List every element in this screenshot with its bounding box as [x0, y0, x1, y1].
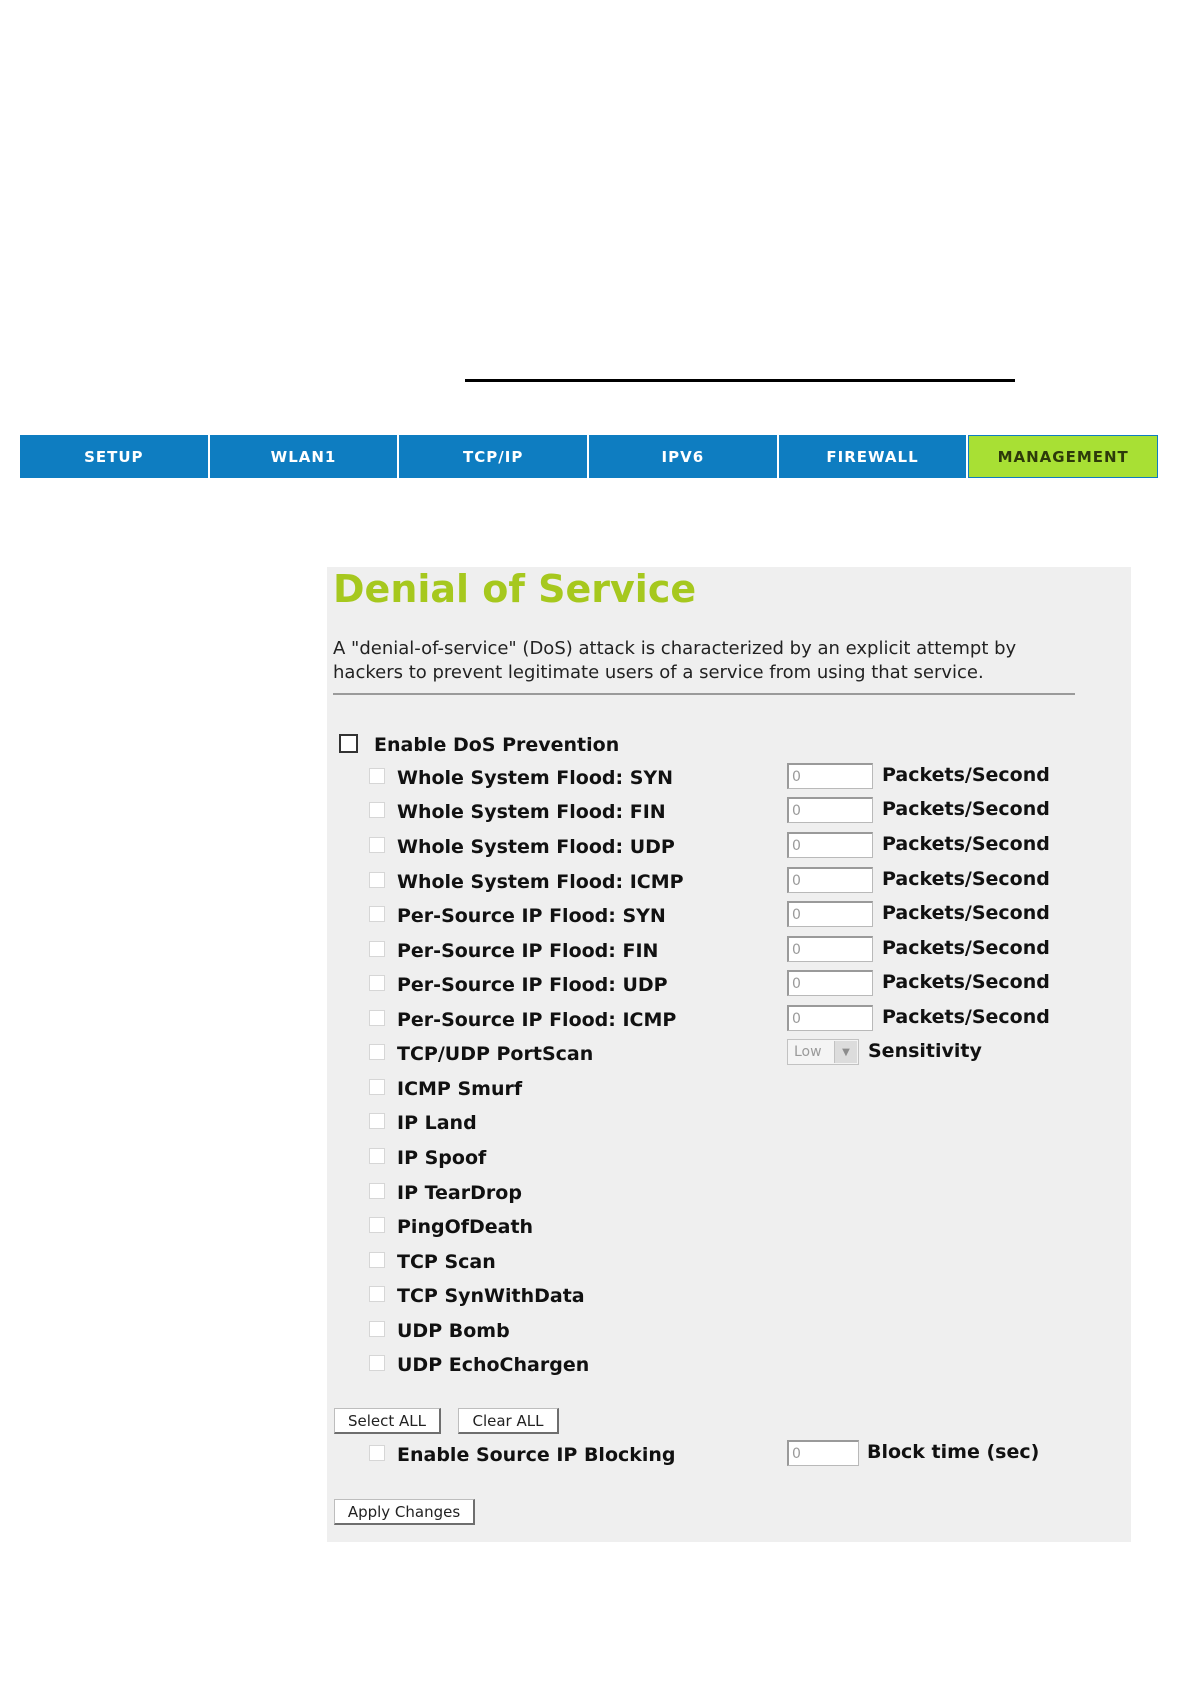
- unit-label: Packets/Second: [882, 937, 1050, 959]
- unit-label: Packets/Second: [882, 764, 1050, 786]
- flood-rate-input[interactable]: [787, 763, 873, 789]
- tab-firewall[interactable]: FIREWALL: [779, 435, 969, 478]
- attack-label: TCP SynWithData: [397, 1285, 585, 1307]
- flood-checkbox-src-syn[interactable]: [369, 906, 385, 922]
- clear-all-button[interactable]: Clear ALL: [458, 1408, 559, 1434]
- attack-label: IP Land: [397, 1112, 477, 1134]
- sensitivity-select[interactable]: [787, 1039, 859, 1065]
- unit-label: Packets/Second: [882, 798, 1050, 820]
- unit-label: Packets/Second: [882, 902, 1050, 924]
- flood-rate-input[interactable]: [787, 901, 873, 927]
- block-time-label: Block time (sec): [867, 1441, 1040, 1463]
- enable-dos-checkbox[interactable]: [339, 734, 358, 753]
- flood-label: Per-Source IP Flood: ICMP: [397, 1009, 677, 1031]
- attack-checkbox[interactable]: [369, 1183, 385, 1199]
- flood-checkbox-udp[interactable]: [369, 837, 385, 853]
- flood-checkbox-syn[interactable]: [369, 768, 385, 784]
- source-ip-blocking-checkbox[interactable]: [369, 1445, 385, 1461]
- divider: [333, 693, 1075, 695]
- unit-label: Packets/Second: [882, 971, 1050, 993]
- attack-label: IP Spoof: [397, 1147, 487, 1169]
- source-ip-blocking-label: Enable Source IP Blocking: [397, 1444, 676, 1466]
- flood-checkbox-fin[interactable]: [369, 802, 385, 818]
- page-title: Denial of Service: [333, 567, 697, 611]
- flood-rate-input[interactable]: [787, 832, 873, 858]
- flood-rate-input[interactable]: [787, 1005, 873, 1031]
- unit-label: Packets/Second: [882, 833, 1050, 855]
- attack-checkbox[interactable]: [369, 1113, 385, 1129]
- flood-rate-input[interactable]: [787, 936, 873, 962]
- unit-label: Packets/Second: [882, 868, 1050, 890]
- apply-changes-button[interactable]: Apply Changes: [334, 1499, 475, 1525]
- unit-label: Packets/Second: [882, 1006, 1050, 1028]
- attack-label: TCP Scan: [397, 1251, 496, 1273]
- block-time-input[interactable]: [787, 1440, 859, 1466]
- portscan-checkbox[interactable]: [369, 1044, 385, 1060]
- tab-setup[interactable]: SETUP: [20, 435, 210, 478]
- attack-checkbox[interactable]: [369, 1148, 385, 1164]
- tab-ipv6[interactable]: IPV6: [589, 435, 779, 478]
- flood-rate-input[interactable]: [787, 970, 873, 996]
- sensitivity-label: Sensitivity: [868, 1040, 982, 1062]
- chevron-down-icon: ▼: [834, 1041, 857, 1063]
- tab-wlan1[interactable]: WLAN1: [210, 435, 400, 478]
- attack-checkbox[interactable]: [369, 1355, 385, 1371]
- tab-tcpip[interactable]: TCP/IP: [399, 435, 589, 478]
- attack-checkbox[interactable]: [369, 1286, 385, 1302]
- flood-label: Whole System Flood: UDP: [397, 836, 675, 858]
- attack-label: IP TearDrop: [397, 1182, 522, 1204]
- flood-rate-input[interactable]: [787, 867, 873, 893]
- attack-label: UDP Bomb: [397, 1320, 510, 1342]
- main-nav: [20, 435, 1158, 478]
- attack-checkbox[interactable]: [369, 1217, 385, 1233]
- sensitivity-value: Low: [794, 1044, 822, 1060]
- flood-label: Whole System Flood: FIN: [397, 801, 666, 823]
- flood-label: Per-Source IP Flood: SYN: [397, 905, 666, 927]
- page-description: A "denial-of-service" (DoS) attack is characterized by an explicit attempt by hackers to prevent legitimate users of a service from using that service.: [333, 638, 1017, 683]
- tab-management[interactable]: MANAGEMENT: [968, 435, 1158, 478]
- attack-checkbox[interactable]: [369, 1079, 385, 1095]
- flood-checkbox-src-icmp[interactable]: [369, 1010, 385, 1026]
- portscan-label: TCP/UDP PortScan: [397, 1043, 594, 1065]
- flood-checkbox-src-udp[interactable]: [369, 975, 385, 991]
- attack-label: PingOfDeath: [397, 1216, 534, 1238]
- dos-panel: [327, 567, 1131, 1542]
- flood-checkbox-src-fin[interactable]: [369, 941, 385, 957]
- enable-dos-label: Enable DoS Prevention: [374, 734, 620, 756]
- select-all-button[interactable]: Select ALL: [334, 1408, 441, 1434]
- attack-checkbox[interactable]: [369, 1321, 385, 1337]
- flood-label: Whole System Flood: SYN: [397, 767, 674, 789]
- flood-rate-input[interactable]: [787, 797, 873, 823]
- flood-label: Per-Source IP Flood: FIN: [397, 940, 659, 962]
- flood-label: Per-Source IP Flood: UDP: [397, 974, 668, 996]
- flood-checkbox-icmp[interactable]: [369, 872, 385, 888]
- attack-checkbox[interactable]: [369, 1252, 385, 1268]
- attack-label: ICMP Smurf: [397, 1078, 523, 1100]
- top-rule: [465, 379, 1015, 382]
- attack-label: UDP EchoChargen: [397, 1354, 590, 1376]
- flood-label: Whole System Flood: ICMP: [397, 871, 684, 893]
